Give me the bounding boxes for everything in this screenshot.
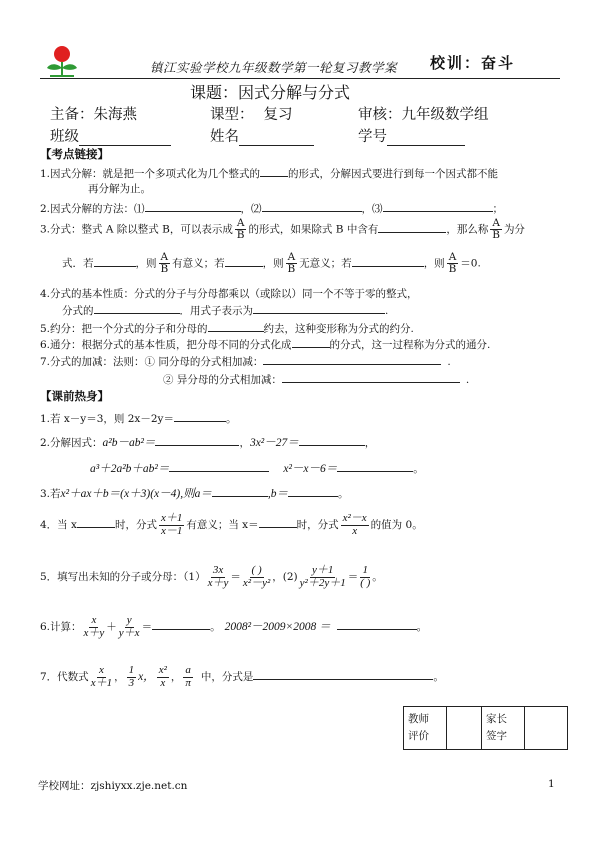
school-motto: 校训：奋斗: [430, 54, 516, 72]
school-logo-icon: [44, 42, 80, 78]
teacher-eval-label: 教师 评价: [404, 707, 447, 750]
blank-4-2[interactable]: [253, 302, 385, 314]
student-id-label: 学号: [358, 129, 387, 145]
blank-q4-1[interactable]: [77, 516, 115, 528]
item-3-line-2: 式．若 ，则 $\frac{A}{B}$ 有意义；若 ，则 $\frac{A}{B}$ 无意义；若 ，则 $\frac{A}{B}$ ＝0.: [62, 251, 481, 276]
blank-q3-b[interactable]: [288, 485, 338, 497]
blank-2-3[interactable]: [383, 200, 493, 212]
item-1-line-2: 再分解为止。: [88, 183, 151, 195]
parent-sign-box[interactable]: [525, 707, 568, 750]
question-2-line-2: a³＋2a²b＋ab²＝ x²－x－6＝ 。: [90, 460, 424, 476]
item-2: 2.因式分解的方法：⑴ ，⑵ ，⑶ ；: [40, 200, 503, 216]
class-field[interactable]: [50, 125, 171, 146]
item-7-line-2: ② 异分母的分式相加减： .: [163, 371, 469, 387]
name-field[interactable]: [210, 125, 314, 146]
footer-site: 学校网址：zjshiyxx.zje.net.cn: [38, 780, 188, 792]
blank-q5-1[interactable]: $\frac{( )}{\text{x²－y²}}$: [242, 564, 271, 589]
host-label: 主备：: [50, 107, 94, 123]
blank-3-2[interactable]: [94, 255, 136, 267]
student-id-field[interactable]: [358, 125, 465, 146]
page-title: 课题：因式分解与分式: [190, 83, 351, 102]
blank-q3-a[interactable]: [212, 485, 268, 497]
review-value: 九年级数学组: [401, 107, 489, 123]
blank-q2-1[interactable]: [155, 434, 239, 446]
question-4: 4．当 x 时，分式 $\frac{x+1}{x-1}$ 有意义；当 x＝ 时，分式 $\frac{\text{x²－x}}{x}$ 的值为 0。: [40, 512, 423, 537]
question-6: 6.计算： $\frac{x}{x+y}$ ＋ $\frac{y}{y+x}$ ＝ 。 2008²－2009×2008 ＝ 。: [40, 614, 428, 639]
blank-5-1[interactable]: [208, 320, 264, 332]
host-field: [50, 103, 137, 124]
class-blank[interactable]: [79, 130, 171, 146]
item-1-line-1: 1.因式分解：就是把一个多项式化为几个整式的 的形式，分解因式要进行到每一个因式都不能: [40, 165, 498, 181]
review-label: 审核：: [358, 107, 402, 123]
blank-3-4[interactable]: [352, 255, 424, 267]
blank-q2-4[interactable]: [337, 460, 413, 472]
parent-sign-label: 家长 签字: [482, 707, 525, 750]
name-blank[interactable]: [239, 130, 314, 146]
class-label: 班级: [50, 129, 79, 145]
blank-2-2[interactable]: [262, 200, 362, 212]
type-value: 复习: [263, 107, 293, 123]
header-divider: [40, 78, 560, 79]
blank-q4-2[interactable]: [259, 516, 297, 528]
blank-q6-2[interactable]: [337, 618, 417, 630]
type-label: 课型：: [210, 107, 254, 123]
section-heading-key-points: 【考点链接】: [40, 147, 109, 161]
question-2-line-1: 2.分解因式：a²b－ab²＝ ，3x²－27＝ ，: [40, 434, 375, 450]
question-7: 7．代数式 $\frac{x}{x+1}$ ， $\frac{1}{3}$ x， $\frac{\text{x²}}{x}$ ， $\frac{a}{\pi}$ 中，分式是 。: [40, 664, 444, 689]
item-7-line-1: 7.分式的加减：法则：① 同分母的分式相加减： .: [40, 353, 451, 369]
host-value: 朱海燕: [93, 107, 137, 123]
type-field: [210, 103, 293, 124]
blank-7-2[interactable]: [282, 371, 460, 383]
question-3: 3.若x²＋ax＋b＝(x＋3)(x－4),则a＝ ,b＝ 。: [40, 485, 348, 501]
page-number: 1: [548, 778, 555, 790]
blank-q6-1[interactable]: [152, 618, 210, 630]
name-label: 姓名: [210, 129, 239, 145]
blank-4-1[interactable]: [94, 302, 180, 314]
header-title: 镇江实验学校九年级数学第一轮复习教学案: [150, 60, 398, 75]
blank-q7[interactable]: [253, 668, 433, 680]
question-1: 1.若 x－y＝3，则 2x－2y＝ 。: [40, 410, 236, 426]
item-4-line-2: 分式的 ．用式子表示为 .: [62, 302, 388, 318]
blank-q2-3[interactable]: [169, 460, 269, 472]
teacher-eval-box[interactable]: [447, 707, 482, 750]
blank-q5-2[interactable]: $\frac{1}{( )}$: [360, 564, 371, 589]
item-6: 6.通分：根据分式的基本性质，把分母不同的分式化成 的分式，这一过程称为分式的通分.: [40, 336, 490, 352]
question-5: 5．填写出未知的分子或分母：（1） $\frac{3x}{x+y}$ ＝ $\frac{( )}{\text{x²－y²}}$ ，(2) $\frac{y+1}{\text{y²＋2y＋1}}$ ＝ $\frac{1}{( )}$ 。: [40, 564, 383, 589]
blank-q2-2[interactable]: [299, 434, 365, 446]
section-heading-warmup: 【课前热身】: [40, 389, 109, 403]
blank-3-1[interactable]: [378, 221, 446, 233]
blank-1-1[interactable]: [260, 165, 288, 177]
student-id-blank[interactable]: [387, 130, 465, 146]
evaluation-table: [403, 706, 568, 750]
item-4-line-1: 4.分式的基本性质：分式的分子与分母都乘以（或除以）同一个不等于零的整式，: [40, 288, 418, 300]
item-3-line-1: 3.分式：整式 A 除以整式 B，可以表示成 $\frac{A}{B}$ 的形式，如果除式 B 中含有 ，那么称 $\frac{A}{B}$ 为分: [40, 217, 525, 242]
blank-6-1[interactable]: [292, 336, 330, 348]
blank-3-3[interactable]: [225, 255, 263, 267]
blank-7-1[interactable]: [263, 353, 441, 365]
item-5: 5.约分：把一个分式的分子和分母的 约去，这种变形称为分式的约分.: [40, 320, 414, 336]
blank-2-1[interactable]: [145, 200, 241, 212]
review-field: [358, 103, 489, 124]
blank-q1[interactable]: [174, 410, 226, 422]
